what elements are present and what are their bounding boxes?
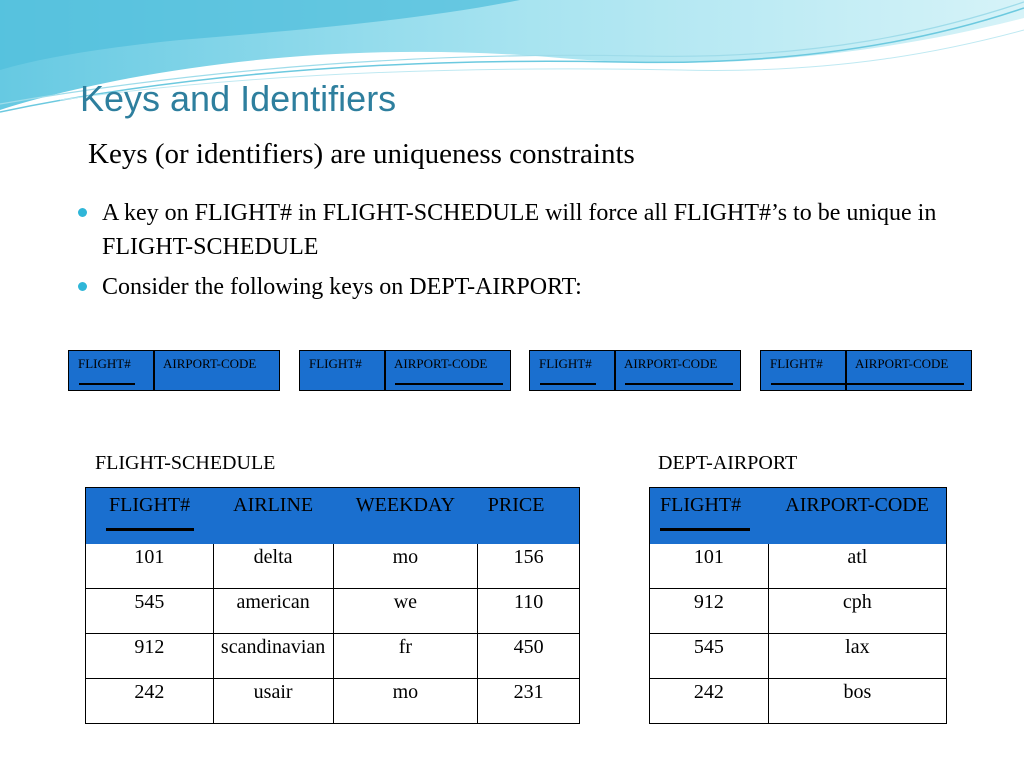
table-row <box>86 544 580 589</box>
table-cell: 242 <box>86 679 214 724</box>
table-cell: delta <box>213 544 333 589</box>
table-cell: 545 <box>86 589 214 634</box>
dept-airport-label: DEPT-AIRPORT <box>658 452 798 474</box>
table-cell: 231 <box>478 679 580 724</box>
divider <box>614 351 616 390</box>
table-row <box>86 634 580 679</box>
table-cell: fr <box>333 634 478 679</box>
table-cell: bos <box>768 679 946 724</box>
key-underline <box>625 383 733 385</box>
key-option-col1: FLIGHT# <box>78 356 131 371</box>
flight-schedule-label: FLIGHT-SCHEDULE <box>95 452 276 474</box>
table-cell: 450 <box>478 634 580 679</box>
key-option-col1: FLIGHT# <box>539 356 592 371</box>
key-option-col1: FLIGHT# <box>770 356 823 371</box>
table-cell: mo <box>333 544 478 589</box>
table-cell: 110 <box>478 589 580 634</box>
key-underline <box>540 383 596 385</box>
table-cell: scandinavian <box>213 634 333 679</box>
table-cell: american <box>213 589 333 634</box>
bullet-item <box>78 270 978 304</box>
table-cell: atl <box>768 544 946 589</box>
table-cell: lax <box>768 634 946 679</box>
table-cell: cph <box>768 589 946 634</box>
column-header: AIRLINE <box>213 488 333 545</box>
table-header-row <box>650 488 947 545</box>
key-option-flight <box>68 350 280 391</box>
table-row <box>650 589 947 634</box>
column-header: FLIGHT# <box>86 488 214 545</box>
key-underline <box>771 383 964 385</box>
column-header: WEEKDAY <box>333 488 478 545</box>
key-underline <box>395 383 503 385</box>
bullet-dot-icon <box>78 208 87 217</box>
table-row <box>86 589 580 634</box>
slide-subtitle: Keys (or identifiers) are uniqueness constraints <box>88 138 635 170</box>
table-cell: 101 <box>650 544 769 589</box>
table-row <box>86 679 580 724</box>
table-cell: 912 <box>86 634 214 679</box>
table-cell: 101 <box>86 544 214 589</box>
bullet-item <box>78 196 978 264</box>
key-option-col2: AIRPORT-CODE <box>624 356 718 371</box>
bullet-text: Consider the following keys on DEPT-AIRPORT: <box>102 274 582 300</box>
slide-title: Keys and Identifiers <box>80 78 397 119</box>
flight-schedule-table <box>85 487 580 724</box>
column-header: AIRPORT-CODE <box>768 488 946 545</box>
table-header-row <box>86 488 580 545</box>
dept-airport-table <box>649 487 947 724</box>
table-cell: mo <box>333 679 478 724</box>
table-row <box>650 679 947 724</box>
key-underline <box>660 528 750 531</box>
key-option-col2: AIRPORT-CODE <box>855 356 949 371</box>
key-option-combined <box>760 350 972 391</box>
key-option-col2: AIRPORT-CODE <box>163 356 257 371</box>
column-header: FLIGHT# <box>650 488 769 545</box>
table-cell: 912 <box>650 589 769 634</box>
table-cell: 545 <box>650 634 769 679</box>
key-option-col2: AIRPORT-CODE <box>394 356 488 371</box>
table-cell: 242 <box>650 679 769 724</box>
key-underline <box>106 528 194 531</box>
table-cell: we <box>333 589 478 634</box>
divider <box>153 351 155 390</box>
table-row <box>650 544 947 589</box>
key-underline <box>79 383 135 385</box>
table-cell: 156 <box>478 544 580 589</box>
key-option-separate <box>529 350 741 391</box>
divider <box>384 351 386 390</box>
table-cell: usair <box>213 679 333 724</box>
key-option-airport-code <box>299 350 511 391</box>
key-option-col1: FLIGHT# <box>309 356 362 371</box>
bullet-text: A key on FLIGHT# in FLIGHT-SCHEDULE will force all FLIGHT#’s to be unique in FLIGHT-SCHEDULE <box>102 200 937 260</box>
column-header: PRICE <box>478 488 580 545</box>
bullet-dot-icon <box>78 282 87 291</box>
table-row <box>650 634 947 679</box>
